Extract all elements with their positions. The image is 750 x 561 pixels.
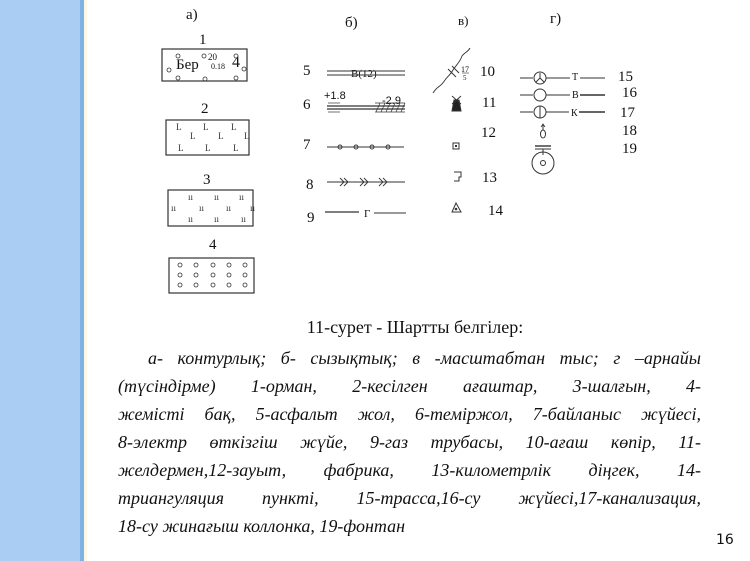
item-10-frac-top: 17: [461, 65, 469, 74]
item-13-number: 13: [482, 170, 497, 186]
figure-caption: 11-сурет - Шартты белгілер:: [306, 317, 524, 337]
item-15-number: 15: [618, 69, 633, 85]
item-18-number: 18: [622, 123, 637, 139]
item-8-number: 8: [306, 177, 314, 193]
item-7-number: 7: [303, 137, 311, 153]
svg-text:ıı: ıı: [199, 203, 205, 213]
panel-v-label: в): [458, 13, 469, 28]
svg-text:ıı: ıı: [188, 192, 194, 202]
item-1-forest-label: Бер: [176, 57, 199, 73]
svg-text:ıı: ıı: [239, 192, 245, 202]
svg-text:L: L: [231, 122, 237, 132]
legend-line: жемісті бақ, 5-асфальт жол, 6-теміржол, 7-байланыс жүйесі,: [118, 404, 701, 424]
item-16-label: В: [572, 90, 579, 101]
item-17-label: К: [571, 108, 578, 119]
svg-text:L: L: [205, 143, 211, 153]
svg-text:ıı: ıı: [241, 214, 247, 224]
item-2-number: 2: [201, 101, 209, 117]
item-1-extra: 4: [232, 54, 240, 71]
svg-text:L: L: [203, 122, 209, 132]
panel-g-label: г): [550, 11, 562, 27]
page-number: 16: [716, 532, 734, 548]
item-1-frac-bottom: 0.18: [211, 62, 225, 71]
item-1-number: 1: [199, 32, 207, 48]
legend-line: желдермен,12-зауыт, фабрика, 13-километрлік діңгек, 14-: [118, 460, 701, 480]
svg-text:ıı: ıı: [214, 192, 220, 202]
legend-line: 8-электр өткізгіш жүйе, 9-газ трубасы, 10-ағаш көпір, 11-: [118, 432, 701, 452]
svg-text:L: L: [244, 131, 250, 141]
item-10-frac-bottom: 5: [463, 74, 467, 82]
item-4-number: 4: [209, 237, 217, 253]
item-17-number: 17: [620, 105, 635, 121]
item-12-number: 12: [481, 125, 496, 141]
item-6-right-value: -2.9: [382, 95, 401, 107]
item-15-label: Т: [572, 72, 579, 83]
item-3-number: 3: [203, 172, 211, 188]
legend-line: 18-су жинағыш коллонка, 19-фонтан: [118, 516, 406, 536]
legend-paragraph: [118, 344, 701, 540]
panel-a-label: а): [186, 7, 198, 23]
legend-line: триангуляция пункті, 15-трасса,16-су жүйесі,17-канализация,: [118, 488, 701, 508]
svg-text:ıı: ıı: [188, 214, 194, 224]
svg-text:ıı: ıı: [250, 203, 256, 213]
svg-text:L: L: [233, 143, 239, 153]
svg-text:L: L: [178, 143, 184, 153]
item-6-left-value: +1.8: [324, 90, 346, 102]
item-10-number: 10: [480, 64, 495, 80]
item-1-frac-top: 20: [208, 52, 217, 62]
item-14-number: 14: [488, 203, 503, 219]
item-9-gas-label: Г: [364, 208, 371, 220]
item-19-number: 19: [622, 141, 637, 157]
svg-text:ıı: ıı: [214, 214, 220, 224]
legend-line: (түсіндірме) 1-орман, 2-кесілген ағаштар, 3-шалғын, 4-: [118, 376, 701, 396]
item-6-number: 6: [303, 97, 311, 113]
item-5-road-label: В(12): [351, 68, 377, 80]
panel-b-label: б): [345, 15, 358, 31]
svg-text:ıı: ıı: [171, 203, 177, 213]
svg-text:L: L: [190, 131, 196, 141]
item-5-number: 5: [303, 63, 311, 79]
svg-text:L: L: [218, 131, 224, 141]
item-9-number: 9: [307, 210, 315, 226]
svg-text:ıı: ıı: [226, 203, 232, 213]
item-16-number: 16: [622, 85, 637, 101]
legend-line: а- контурлық; б- сызықтық; в -масштабтан тыс; г –арнайы: [148, 348, 701, 368]
item-11-number: 11: [482, 95, 497, 111]
svg-text:L: L: [176, 122, 182, 132]
